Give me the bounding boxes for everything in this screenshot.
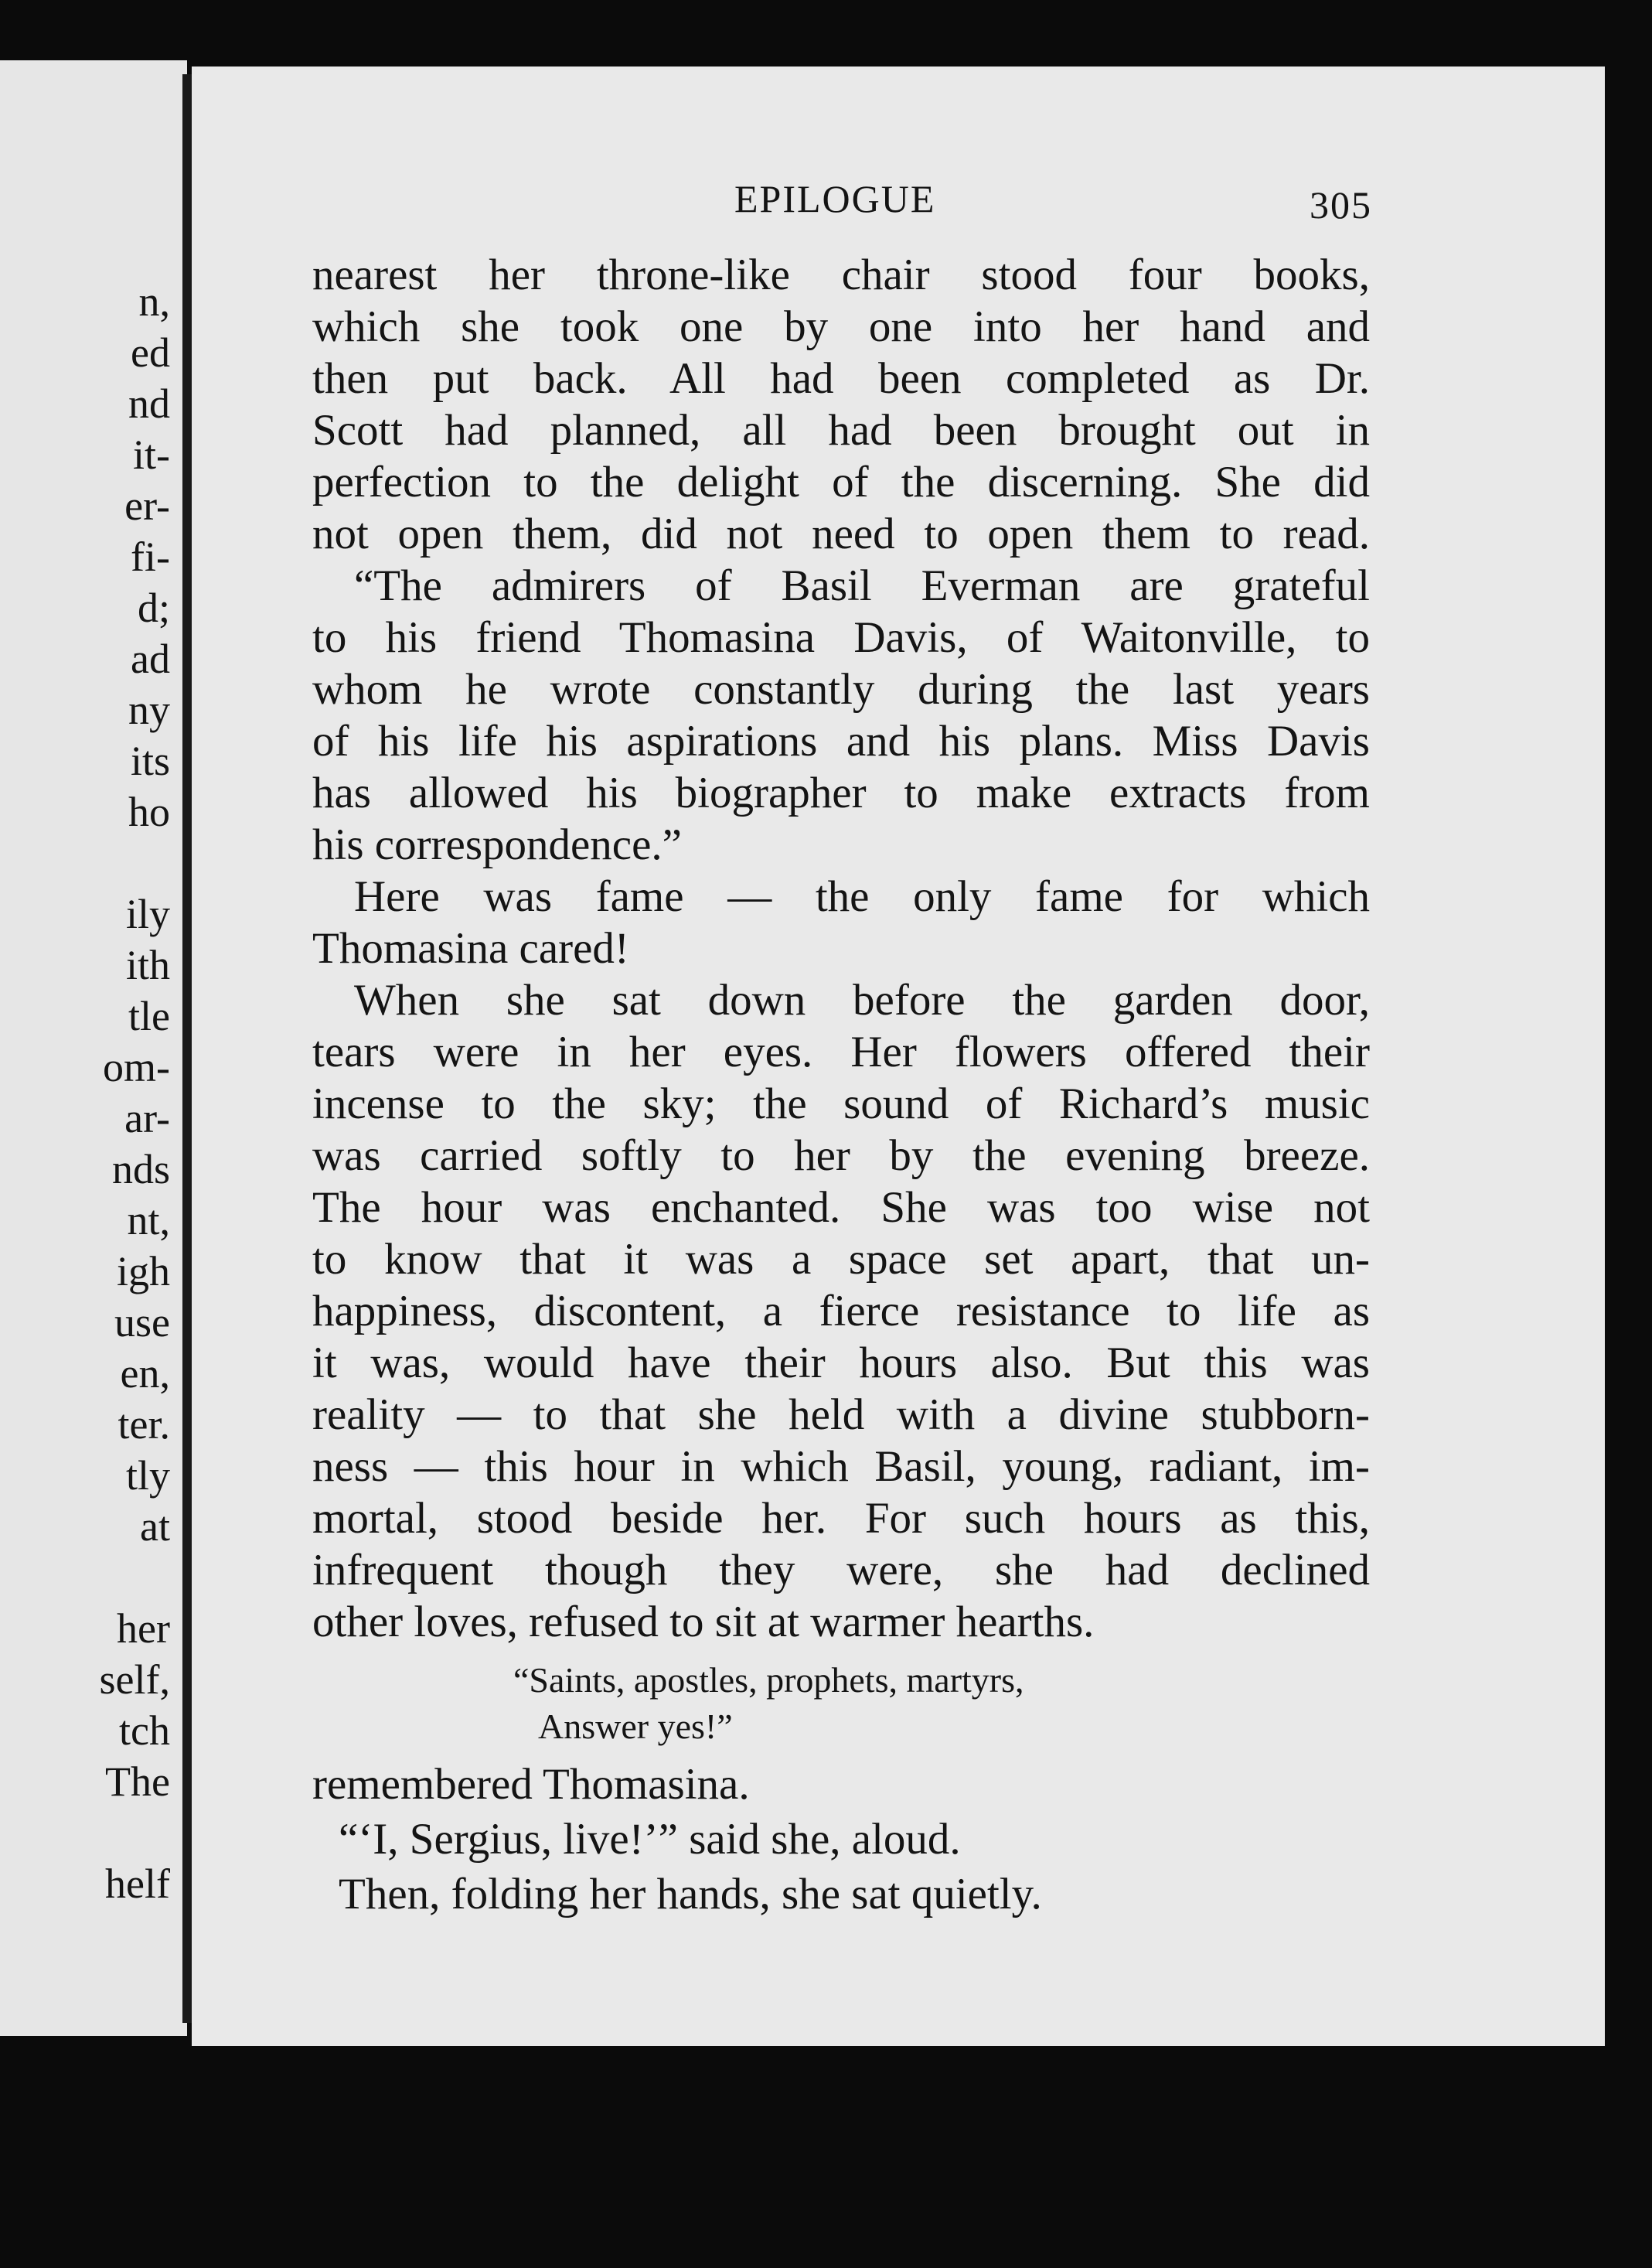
body-line: When she sat down before the garden door, <box>354 976 1370 1025</box>
body-line: whom he wrote constantly during the last years <box>312 665 1370 714</box>
body-line: happiness, discontent, a fierce resistance to life as <box>312 1287 1370 1335</box>
body-line: The hour was enchanted. She was too wise not <box>312 1183 1370 1232</box>
closing-line: Then, folding her hands, she sat quietly. <box>339 1870 1042 1918</box>
poem-line: Answer yes!” <box>538 1707 733 1746</box>
body-line: then put back. All had been completed as Dr. <box>312 354 1370 403</box>
body-line: tears were in her eyes. Her flowers offered their <box>312 1028 1370 1076</box>
body-line: mortal, stood beside her. For such hours as this, <box>312 1494 1370 1543</box>
running-title: EPILOGUE <box>734 177 936 220</box>
body-line: reality — to that she held with a divine stubborn- <box>312 1390 1370 1439</box>
body-line: Thomasina cared! <box>312 924 629 973</box>
body-line: to his friend Thomasina Davis, of Waitonville, to <box>312 613 1370 662</box>
body-line: nearest her throne-like chair stood four books, <box>312 251 1370 299</box>
facing-page-fragment: er- <box>124 483 170 529</box>
facing-page-fragment: d; <box>137 585 170 631</box>
facing-page-fragment: en, <box>120 1350 170 1397</box>
facing-page-fragment: ar- <box>124 1095 170 1141</box>
facing-page-fragment: tly <box>125 1452 170 1499</box>
facing-page-fragment: tch <box>119 1707 170 1754</box>
facing-page-fragment: ed <box>131 329 170 376</box>
facing-page-fragment: ter. <box>118 1401 170 1448</box>
body-line: perfection to the delight of the discerning. She did <box>312 458 1370 506</box>
facing-page-fragment: ily <box>125 891 170 937</box>
body-line: has allowed his biographer to make extracts from <box>312 769 1370 817</box>
facing-page-fragment: tle <box>128 993 170 1039</box>
body-line: Scott had planned, all had been brought out in <box>312 406 1370 455</box>
body-line: ness — this hour in which Basil, young, radiant, im- <box>312 1442 1370 1491</box>
body-line: Here was fame — the only fame for which <box>354 872 1370 921</box>
closing-line: remembered Thomasina. <box>312 1760 750 1809</box>
body-line: it was, would have their hours also. But this was <box>312 1339 1370 1387</box>
facing-page-fragment: om- <box>103 1044 170 1090</box>
closing-line: “‘I, Sergius, live!’” said she, aloud. <box>339 1815 961 1864</box>
body-line: “The admirers of Basil Everman are grateful <box>354 561 1370 610</box>
body-line: his correspondence.” <box>312 820 682 869</box>
facing-page-fragment: helf <box>105 1860 170 1907</box>
facing-page-fragment: ho <box>128 789 170 835</box>
facing-page-fragment: nt, <box>127 1197 170 1243</box>
body-line: infrequent though they were, she had declined <box>312 1546 1370 1594</box>
poem-line: “Saints, apostles, prophets, martyrs, <box>513 1660 1024 1700</box>
facing-page-fragment: self, <box>99 1656 170 1703</box>
body-line: incense to the sky; the sound of Richard’s music <box>312 1079 1370 1128</box>
facing-page-fragment: nds <box>111 1146 170 1192</box>
facing-page-fragment: igh <box>116 1248 170 1294</box>
body-line: to know that it was a space set apart, that un- <box>312 1235 1370 1284</box>
facing-page-fragment: its <box>130 738 170 784</box>
facing-page-fragment: nd <box>128 380 170 427</box>
body-line: other loves, refused to sit at warmer hearths. <box>312 1598 1095 1646</box>
facing-page-fragment: n, <box>138 278 170 325</box>
page-number: 305 <box>1310 183 1372 227</box>
body-line: was carried softly to her by the evening breeze. <box>312 1131 1370 1180</box>
facing-page-fragment: ith <box>125 942 170 988</box>
facing-page-fragment: her <box>117 1605 170 1652</box>
facing-page-fragment: it- <box>133 431 170 478</box>
facing-page-fragment: The <box>105 1758 170 1805</box>
facing-page-fragment: at <box>140 1503 170 1550</box>
book-gutter <box>182 74 192 2023</box>
body-line: not open them, did not need to open them to read. <box>312 510 1370 558</box>
body-line: of his life his aspirations and his plans. Miss Davis <box>312 717 1370 766</box>
facing-page-fragment: ad <box>131 636 170 682</box>
facing-page-fragment: ny <box>128 687 170 733</box>
facing-page-fragment: fi- <box>131 534 170 580</box>
facing-page-fragment: use <box>114 1299 170 1345</box>
body-line: which she took one by one into her hand and <box>312 302 1370 351</box>
